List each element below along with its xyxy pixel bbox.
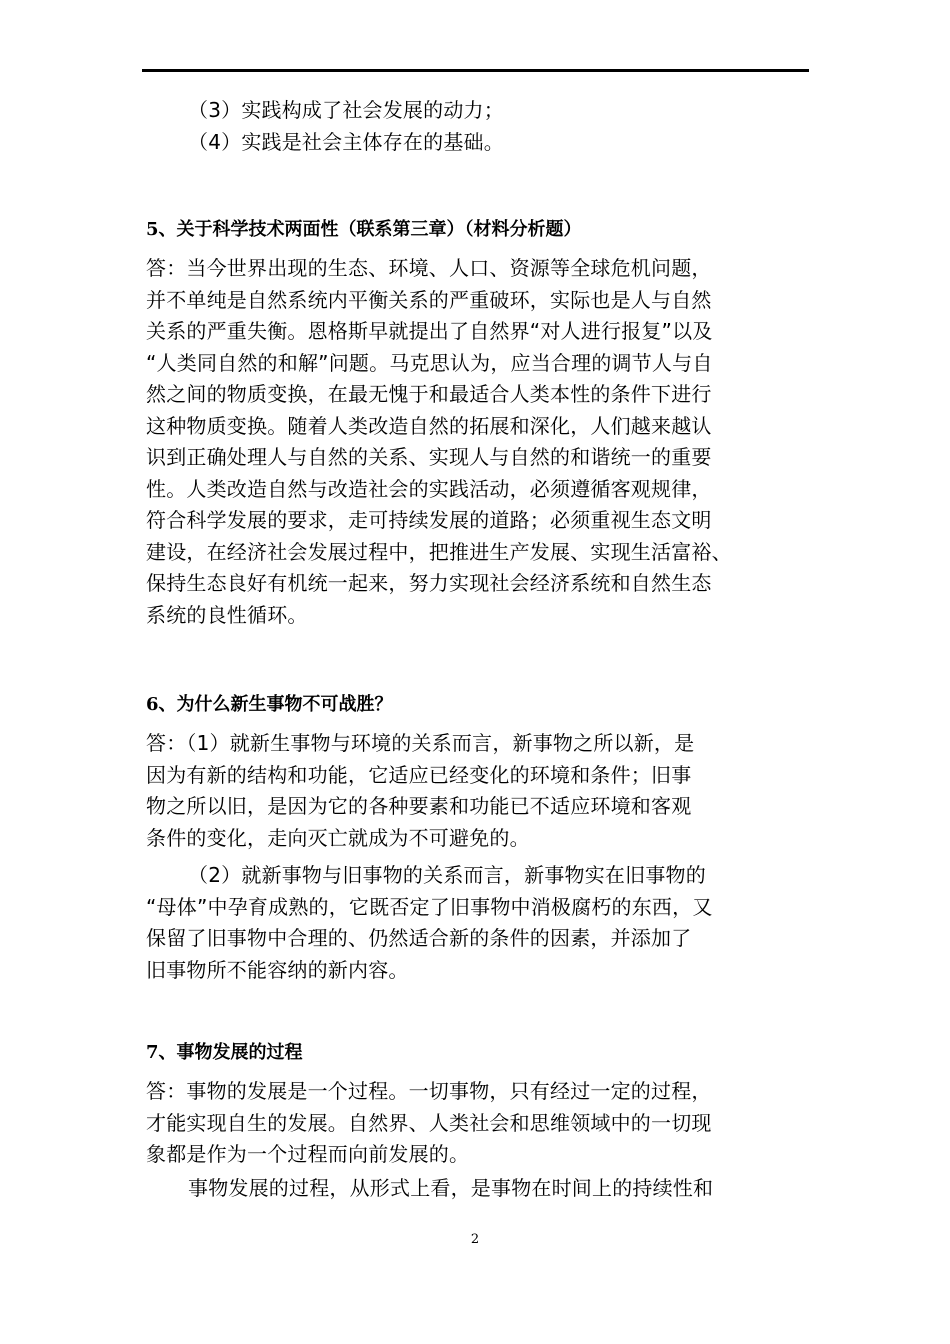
answer-paragraph xyxy=(146,1076,713,1171)
text-line: 然之间的物质变换，在最无愧于和最适合人类本性的条件下进行 xyxy=(146,382,712,406)
text-line: 保留了旧事物中合理的、仍然适合新的条件的因素，并添加了 xyxy=(146,926,692,950)
text-line: 保持生态良好有机统一起来，努力实现社会经济系统和自然生态 xyxy=(146,571,712,595)
text-line: 系统的良性循环。 xyxy=(146,602,308,627)
text-line: 物之所以旧，是因为它的各种要素和功能已不适应环境和客观 xyxy=(146,794,692,818)
section-7 xyxy=(146,1038,713,1204)
list-item: （4）实践是社会主体存在的基础。 xyxy=(188,129,504,154)
answer-paragraph xyxy=(146,1173,713,1205)
answer-paragraph xyxy=(146,728,713,854)
section-heading: 5、关于科学技术两面性（联系第三章）（材料分析题） xyxy=(146,219,582,240)
text-line: 事物发展的过程，从形式上看，是事物在时间上的持续性和 xyxy=(188,1175,714,1200)
section-heading: 6、为什么新生事物不可战胜？ xyxy=(146,694,393,715)
text-line: 建设，在经济社会发展过程中，把推进生产发展、实现生活富裕、 xyxy=(146,539,732,564)
text-line: 条件的变化，走向灭亡就成为不可避免的。 xyxy=(146,825,530,850)
text-line: 关系的严重失衡。恩格斯早就提出了自然界“对人进行报复”以及 xyxy=(146,319,713,343)
text-line: 答：（1）就新生事物与环境的关系而言，新事物之所以新，是 xyxy=(146,731,695,755)
section-5 xyxy=(146,215,732,631)
text-line: 答：当今世界出现的生态、环境、人口、资源等全球危机问题， xyxy=(146,256,712,280)
text-line: 性。人类改造自然与改造社会的实践活动，必须遵循客观规律， xyxy=(146,476,712,501)
text-line: 旧事物所不能容纳的新内容。 xyxy=(146,957,409,982)
text-line: 这种物质变换。随着人类改造自然的拓展和深化，人们越来越认 xyxy=(146,413,712,438)
text-line: “母体”中孕育成熟的，它既否定了旧事物中消极腐朽的东西，又 xyxy=(146,894,713,919)
text-line: 并不单纯是自然系统内平衡关系的严重破环，实际也是人与自然 xyxy=(146,287,712,312)
answer-paragraph xyxy=(146,253,732,631)
text-line: 才能实现自生的发展。自然界、人类社会和思维领域中的一切现 xyxy=(146,1110,712,1135)
text-line: 因为有新的结构和功能，它适应已经变化的环境和条件；旧事 xyxy=(146,762,692,787)
header-rule xyxy=(142,69,809,72)
section-6 xyxy=(146,690,713,986)
section-heading: 7、事物发展的过程 xyxy=(146,1042,303,1063)
answer-paragraph xyxy=(146,860,713,986)
text-line: 答：事物的发展是一个过程。一切事物，只有经过一定的过程， xyxy=(146,1079,712,1103)
text-line: 象都是作为一个过程而向前发展的。 xyxy=(146,1142,470,1166)
list-item: （3）实践构成了社会发展的动力； xyxy=(188,98,504,122)
list-block xyxy=(146,95,504,158)
page-number: 2 xyxy=(470,1232,480,1247)
text-line: “人类同自然的和解”问题。马克思认为，应当合理的调节人与自 xyxy=(146,350,713,375)
text-line: 符合科学发展的要求，走可持续发展的道路；必须重视生态文明 xyxy=(146,508,712,532)
text-line: 识到正确处理人与自然的关系、实现人与自然的和谐统一的重要 xyxy=(146,445,712,469)
text-line: （2）就新事物与旧事物的关系而言，新事物实在旧事物的 xyxy=(188,863,706,887)
